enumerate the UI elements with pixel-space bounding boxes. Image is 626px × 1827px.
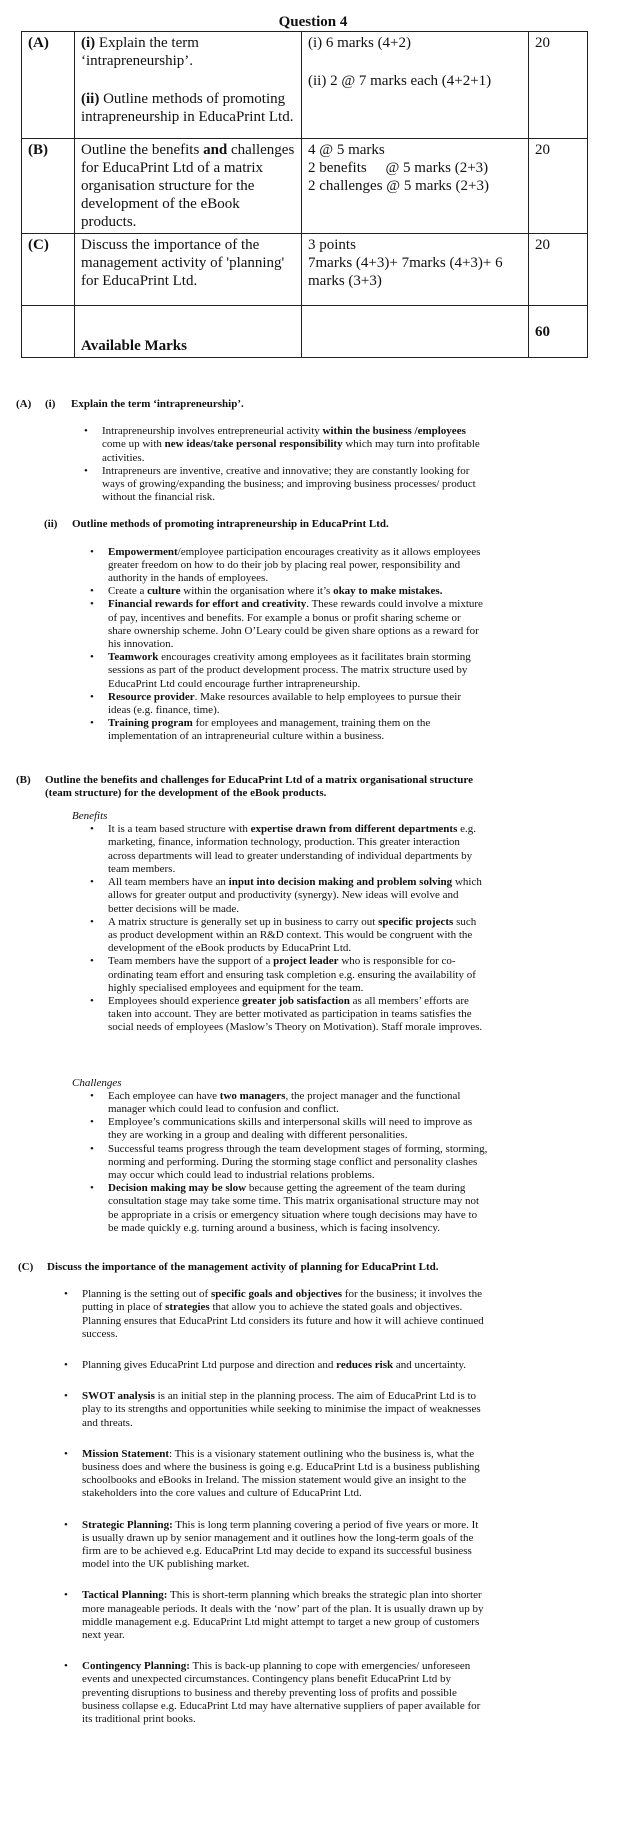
bold-text: Mission Statement xyxy=(82,1447,170,1460)
body-text: for employees and management, training them on the implementation of an intrapreneurial culture within a business. xyxy=(108,717,431,743)
question-text: Explain the term ‘intrapreneurship’. xyxy=(81,35,199,69)
intrapreneurship-list xyxy=(102,425,492,504)
section-c-heading xyxy=(18,1261,626,1274)
section-heading-text: Discuss the importance of the management activity of planning for EducaPrint Ltd. xyxy=(47,1260,439,1273)
body-text: Planning gives EducaPrint Ltd purpose and direction and xyxy=(82,1358,337,1371)
list-item xyxy=(108,1116,488,1142)
body-text: Intrapreneurs are inventive, creative and innovative; they are constantly looking for ways of growing/expanding the business; and improving business processes/ product without the financial risk. xyxy=(102,464,476,504)
scheme-line: 4 @ 5 marks xyxy=(308,142,385,158)
list-item xyxy=(108,955,486,995)
empty-cell xyxy=(22,306,75,358)
list-item xyxy=(108,876,486,916)
bold-text: strategies xyxy=(165,1301,210,1314)
body-text: Each employee can have xyxy=(108,1089,220,1102)
total-marks: 60 xyxy=(529,306,588,358)
body-text: /employee participation encourages creativity as it allows employees greater freedom on how to do their job by placing real power, responsibility and authority in the hands of employees. xyxy=(108,545,481,585)
body-text: within the organisation where it’s xyxy=(180,585,334,598)
scheme-cell xyxy=(302,234,529,306)
bold-text: okay to make mistakes. xyxy=(333,585,443,598)
body-text: Planning is the setting out of xyxy=(82,1288,211,1301)
question-cell xyxy=(75,32,302,139)
list-item xyxy=(108,1182,488,1235)
bold-text: input into decision making and problem solving xyxy=(228,876,453,889)
table-row xyxy=(22,139,588,234)
scheme-line: 2 challenges @ 5 marks (2+3) xyxy=(308,178,489,194)
section-b-heading xyxy=(16,774,495,800)
bold-text: Resource provider xyxy=(108,690,195,703)
marks-cell: 20 xyxy=(529,139,588,234)
bold-text: new ideas/take personal responsibility xyxy=(164,438,343,451)
section-letter: (C) xyxy=(18,1260,34,1273)
bold-text: Training program xyxy=(108,717,193,730)
body-text: who is responsible for co-ordinating team effort and ensuring task completion e.g. ensuring the availability of highly specialised employees and equipment for the team. xyxy=(108,955,476,994)
bold-text: specific goals and objectives xyxy=(210,1288,343,1301)
list-item xyxy=(108,598,486,651)
list-item xyxy=(82,1288,486,1341)
bold-text: Strategic Planning: xyxy=(82,1518,173,1531)
table-row xyxy=(22,234,588,306)
body-text: which allows for greater output and productivity (synergy). New ideas will evolve and better decisions will be made. xyxy=(108,876,482,915)
row-label: (A) xyxy=(22,32,75,139)
bold-text: culture xyxy=(147,585,181,598)
body-text: : This is a visionary statement outlining who the business is, what the business does and where the business is going e.g. EducaPrint Ltd is a business publishing schoolbooks and eBooks in Ireland. The mission statement would give an insight to the stakeholders into the core values and culture of EducaPrint Ltd. xyxy=(82,1447,480,1500)
row-label: (C) xyxy=(22,234,75,306)
list-item xyxy=(108,717,486,743)
scheme-line: 2 benefits @ 5 marks (2+3) xyxy=(308,160,489,176)
scheme-line: (i) 6 marks (4+2) xyxy=(308,35,412,51)
body-text: which may turn into profitable activities. xyxy=(102,438,480,464)
body-text: come up with xyxy=(102,438,165,451)
planning-list xyxy=(82,1288,486,1726)
list-item xyxy=(108,585,486,598)
body-text: Successful teams progress through the team development stages of forming, storming, norming and performing. During the storming stage conflict and personality clashes may occur which could lead to industrial relations problems. xyxy=(108,1142,488,1181)
list-item xyxy=(108,691,486,717)
answer-body xyxy=(0,398,626,1726)
part-number: (ii) xyxy=(81,91,100,107)
list-item xyxy=(82,1660,486,1726)
body-text: because getting the agreement of the team during consultation stage may take some time. This matrix organisational structure may not be appropriate in a crisis or emergency situation where tough decisions may have to be made quickly e.g. turning around a business, which is facing insolvency. xyxy=(108,1182,480,1234)
list-item xyxy=(82,1589,486,1642)
methods-list xyxy=(108,546,486,744)
question-text: challenges for EducaPrint Ltd of a matrix organisation structure for the development of the eBook products. xyxy=(81,142,295,230)
list-item xyxy=(82,1359,486,1372)
body-text: encourages creativity among employees as it facilitates brain storming sessions as part of the product development process. The matrix structure used by EducaPrint Ltd could encourage further intrapreneurship. xyxy=(108,651,471,690)
section-letter: (B) xyxy=(16,773,31,786)
row-label: (B) xyxy=(22,139,75,234)
body-text: Employee’s communications skills and interpersonal skills will need to improve as they are working in a group and dealing with different personalities. xyxy=(108,1116,473,1142)
scheme-line: 7marks (4+3)+ 7marks (4+3)+ 6 marks (3+3) xyxy=(308,255,503,289)
scheme-cell xyxy=(302,32,529,139)
body-text: for the business; it involves the putting in place of xyxy=(82,1288,482,1314)
empty-cell xyxy=(302,306,529,358)
list-item xyxy=(82,1390,486,1430)
bold-text: within the business /employees xyxy=(322,425,466,438)
total-label: Available Marks xyxy=(75,306,302,358)
body-text: This is long term planning covering a period of five years or more. It is usually drawn up by senior management and it outlines how the long-term goals of the firm are to be achieved e.g. EducaPrint Ltd may decide to expand its successful business model into the UK publishing market. xyxy=(82,1518,479,1571)
list-item xyxy=(108,651,486,691)
bold-text: Tactical Planning: xyxy=(82,1589,168,1602)
body-text: Intrapreneurship involves entrepreneurial activity xyxy=(102,425,323,438)
section-heading-text: Explain the term ‘intrapreneurship’. xyxy=(71,398,244,410)
body-text: This is back-up planning to cope with emergencies/ unforeseen events and unexpected circumstances. Contingency plans benefit EducaPrint Ltd by preventing disruptions to business and thereby preventing loss of profits and possible business collapse e.g. EducaPrint Ltd may have alternative suppliers of paper available for its traditional print books. xyxy=(82,1660,481,1726)
question-title: Question 4 xyxy=(278,14,348,30)
list-item xyxy=(108,916,486,956)
benefits-list xyxy=(108,823,486,1034)
question-cell: Discuss the importance of the management activity of 'planning' for EducaPrint Ltd. xyxy=(75,234,302,306)
question-cell xyxy=(75,139,302,234)
bold-text: reduces risk xyxy=(336,1358,394,1371)
body-text: is an initial step in the planning process. The aim of EducaPrint Ltd is to play to its strengths and opportunities while seeking to minimise the impact of weaknesses and threats. xyxy=(82,1390,481,1429)
marks-cell: 20 xyxy=(529,234,588,306)
list-item xyxy=(82,1519,486,1572)
bold-text: specific projects xyxy=(378,915,454,928)
marks-cell: 20 xyxy=(529,32,588,139)
list-item xyxy=(102,465,492,505)
section-number: (ii) xyxy=(44,518,58,531)
bold-text: SWOT analysis xyxy=(82,1390,155,1403)
body-text: A matrix structure is generally set up in business to carry out xyxy=(108,915,379,928)
spacer xyxy=(81,70,295,90)
part-number: (i) xyxy=(81,35,96,51)
body-text: such as product development within an R&D context. This would be congruent with the development of the eBook products by EducaPrint Ltd. xyxy=(108,915,477,955)
section-letter: (A) xyxy=(16,398,32,410)
section-number: (i) xyxy=(45,398,56,410)
bold-text: expertise drawn from different departments xyxy=(250,823,458,836)
body-text: , the project manager and the functional manager which could lead to confusion and conflict. xyxy=(108,1089,461,1115)
bold-text: project leader xyxy=(273,955,339,968)
body-text: . Make resources available to help employees to pursue their ideas (e.g. finance, time). xyxy=(108,690,462,717)
list-item xyxy=(82,1448,486,1501)
body-text: that allow you to achieve the stated goals and objectives. Planning ensures that EducaPrint Ltd considers its future and how it will achieve continued success. xyxy=(82,1301,484,1340)
body-text: All team members have an xyxy=(108,876,229,889)
challenges-label: Challenges xyxy=(72,1076,122,1089)
list-item xyxy=(108,1143,488,1183)
body-text: This is short-term planning which breaks the strategic plan into shorter more manageable periods. It deals with the ‘now’ part of the plan. It is usually drawn up by middle management e.g. EducaPrint Ltd might attempt to target a new group of customers next year. xyxy=(82,1589,484,1642)
question-text-bold: and xyxy=(203,142,228,158)
section-heading-text: Outline the benefits and challenges for EducaPrint Ltd of a matrix organisational structure (team structure) for the development of the eBook products. xyxy=(45,773,473,799)
list-item xyxy=(102,425,492,465)
bold-text: greater job satisfaction xyxy=(242,994,350,1007)
list-item xyxy=(108,1090,488,1116)
body-text: as all members’ efforts are taken into account. They are better motivated as participation in teams satisfies the social needs of employees (Maslow’s Theory on Motivation). Staff morale improves. xyxy=(108,994,483,1034)
body-text: Create a xyxy=(108,585,148,598)
bold-text: Decision making may be slow xyxy=(108,1182,247,1195)
bold-text: Empowerment xyxy=(108,545,178,558)
list-item xyxy=(108,823,486,876)
scheme-line: (ii) 2 @ 7 marks each (4+2+1) xyxy=(308,73,492,89)
body-text: Team members have the support of a xyxy=(108,955,274,968)
section-a-heading xyxy=(16,398,626,411)
section-heading-text: Outline methods of promoting intrapreneurship in EducaPrint Ltd. xyxy=(72,518,389,531)
body-text: e.g. marketing, finance, information technology, production. This greater interaction across departments will lead to greater understanding of individual departments by team members. xyxy=(108,823,477,875)
section-a-ii-heading xyxy=(44,518,626,531)
list-item xyxy=(108,546,486,586)
benefits-label: Benefits xyxy=(72,810,108,823)
body-text: Employees should experience xyxy=(108,994,243,1007)
body-text: It is a team based structure with xyxy=(108,823,251,836)
table-row-total xyxy=(22,306,588,358)
bold-text: Teamwork xyxy=(108,651,159,664)
question-text: Outline the benefits xyxy=(81,142,204,158)
table-row xyxy=(22,32,588,139)
challenges-list xyxy=(108,1090,488,1235)
body-text: . These rewards could involve a mixture of pay, incentives and benefits. For example a bonus or profit sharing scheme or share ownership scheme. John O’Leary could be given share options as a reward for his innovation. xyxy=(108,598,483,651)
scheme-cell xyxy=(302,139,529,234)
bold-text: Contingency Planning: xyxy=(82,1660,190,1673)
list-item xyxy=(108,995,486,1035)
scheme-line: 3 points xyxy=(308,237,356,253)
marking-scheme-table xyxy=(21,31,588,358)
body-text: and uncertainty. xyxy=(393,1358,467,1371)
question-text: Outline methods of promoting intrapreneurship in EducaPrint Ltd. xyxy=(81,91,294,125)
bold-text: two managers xyxy=(219,1089,286,1102)
bold-text: Financial rewards for effort and creativity xyxy=(108,598,307,611)
